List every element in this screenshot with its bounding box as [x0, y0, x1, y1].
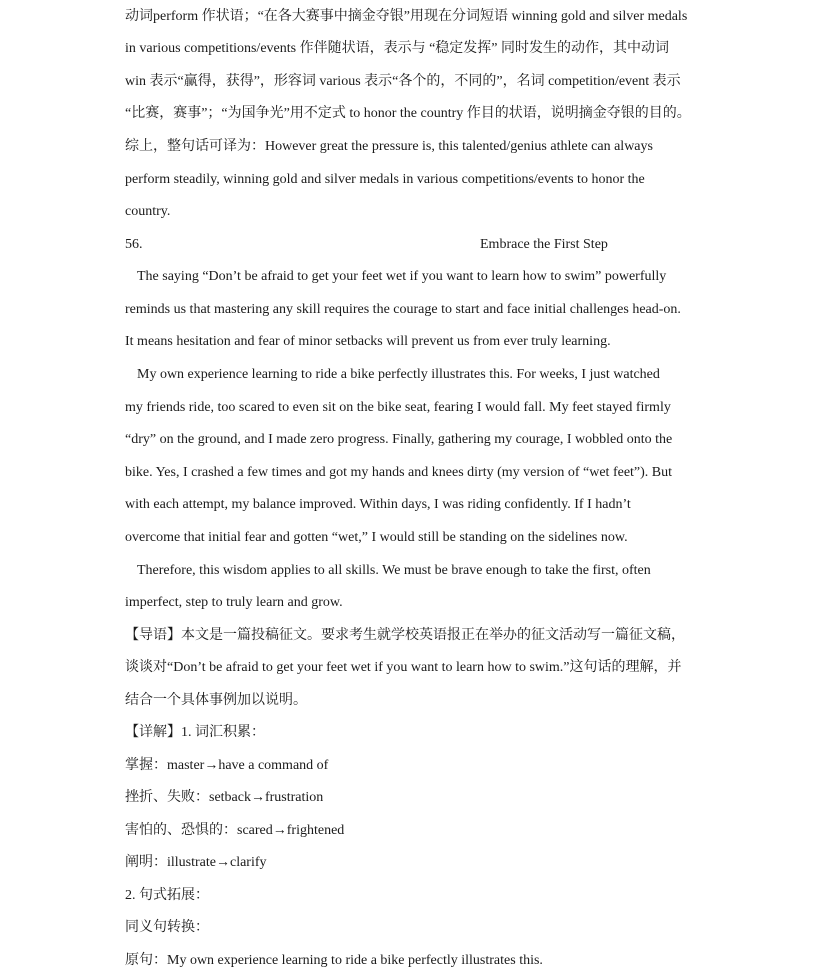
guide-line: 结合一个具体事例加以说明。 — [125, 693, 307, 708]
subsection-heading: 同义句转换： — [125, 920, 209, 935]
text-line: country. — [125, 204, 171, 219]
essay-title: Embrace the First Step — [480, 237, 608, 252]
essay-line: with each attempt, my balance improved. Within days, I was riding confidently. If I hadn’t — [125, 497, 631, 512]
vocab-item: 掌握：master→have a command of — [125, 758, 329, 773]
text-line: 综上，整句话可译为：However great the pressure is, this talented/genius athlete can always — [125, 139, 653, 154]
guide-line: 【导语】本文是一篇投稿征文。要求考生就学校英语报正在举办的征文活动写一篇征文稿， — [125, 628, 685, 643]
text-line: perform steadily, winning gold and silver medals in various competitions/events to honor the — [125, 172, 645, 187]
essay-line: overcome that initial fear and gotten “wet,” I would still be standing on the sidelines now. — [125, 530, 628, 545]
text-line: win 表示“赢得，获得”，形容词 various 表示“各个的，不同的”，名词 competition/event 表示 — [125, 74, 681, 89]
detail-heading: 【详解】1. 词汇积累： — [125, 725, 265, 740]
essay-line: imperfect, step to truly learn and grow. — [125, 595, 343, 610]
vocab-item: 害怕的、恐惧的：scared→frightened — [125, 823, 345, 838]
essay-line: Therefore, this wisdom applies to all skills. We must be brave enough to take the first, often — [137, 563, 651, 578]
guide-line: 谈谈对“Don’t be afraid to get your feet wet if you want to learn how to swim.”这句话的理解，并 — [125, 660, 682, 675]
question-number: 56. — [125, 237, 143, 252]
vocab-item: 挫折、失败：setback→frustration — [125, 790, 324, 805]
original-sentence: 原句：My own experience learning to ride a bike perfectly illustrates this. — [125, 953, 543, 968]
essay-line: bike. Yes, I crashed a few times and got my hands and knees dirty (my version of “wet feet”). But — [125, 465, 673, 480]
text-line: in various competitions/events 作伴随状语，表示与 “稳定发挥” 同时发生的动作，其中动词 — [125, 41, 670, 56]
vocab-item: 阐明：illustrate→clarify — [125, 855, 267, 870]
text-line: “比赛，赛事”；“为国争光”用不定式 to honor the country 作目的状语，说明摘金夺银的目的。 — [125, 106, 691, 121]
essay-line: It means hesitation and fear of minor setbacks will prevent us from ever truly learning. — [125, 334, 611, 349]
essay-line: reminds us that mastering any skill requires the courage to start and face initial challenges head-on. — [125, 302, 681, 317]
essay-line: my friends ride, too scared to even sit on the bike seat, fearing I would fall. My feet stayed firmly — [125, 400, 671, 415]
essay-line: The saying “Don’t be afraid to get your feet wet if you want to learn how to swim” powerfully — [137, 269, 667, 284]
text-line: 动词perform 作状语；“在各大赛事中摘金夺银”用现在分词短语 winning gold and silver medals — [125, 9, 688, 24]
essay-line: “dry” on the ground, and I made zero progress. Finally, gathering my courage, I wobbled onto the — [125, 432, 673, 447]
essay-line: My own experience learning to ride a bike perfectly illustrates this. For weeks, I just watched — [137, 367, 660, 382]
section-heading: 2. 句式拓展： — [125, 888, 209, 903]
